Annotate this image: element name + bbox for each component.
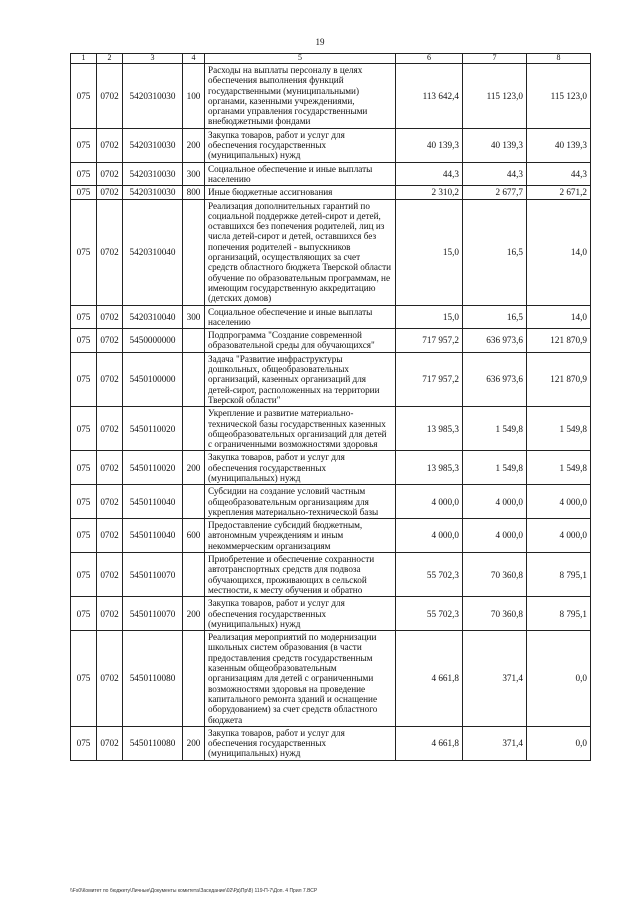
amount-year1-cell: 4 661,8: [396, 631, 463, 727]
column-number-header: 7: [463, 54, 527, 64]
description-cell: Подпрограмма "Создание современной образовательной среды для обучающихся": [205, 329, 396, 353]
amount-year2-cell: 4 000,0: [463, 519, 527, 553]
amount-year1-cell: 15,0: [396, 305, 463, 329]
amount-year2-cell: 16,5: [463, 305, 527, 329]
section-code-cell: 0702: [97, 128, 123, 162]
table-row: [71, 128, 591, 162]
description-cell: Реализация мероприятий по модернизации школьных систем образования (в части предоставления средств государственным казенным общеобразовательным организациям для детей с ограниченными возможностями здоровья на проведение капитального ремонта зданий и оснащение оборудованием) за счет средств областного бюджета: [205, 631, 396, 727]
expense-type-cell: [183, 553, 205, 597]
description-cell: Социальное обеспечение и иные выплаты населению: [205, 305, 396, 329]
target-article-cell: 5450110070: [123, 597, 183, 631]
expense-type-cell: 200: [183, 128, 205, 162]
amount-year3-cell: 1 549,8: [527, 407, 591, 451]
ministry-code-cell: 075: [71, 305, 97, 329]
ministry-code-cell: 075: [71, 631, 97, 727]
section-code-cell: 0702: [97, 726, 123, 760]
ministry-code-cell: 075: [71, 352, 97, 406]
description-cell: Субсидии на создание условий частным общеобразовательным организациям для укрепления материально-технической базы: [205, 485, 396, 519]
table-row: [71, 726, 591, 760]
column-number-header: 5: [205, 54, 396, 64]
amount-year3-cell: 4 000,0: [527, 485, 591, 519]
expense-type-cell: [183, 352, 205, 406]
amount-year2-cell: 4 000,0: [463, 485, 527, 519]
amount-year3-cell: 0,0: [527, 726, 591, 760]
ministry-code-cell: 075: [71, 407, 97, 451]
table-row: [71, 64, 591, 129]
ministry-code-cell: 075: [71, 726, 97, 760]
table-row: [71, 485, 591, 519]
budget-table: [70, 53, 591, 761]
table-body: [71, 64, 591, 761]
amount-year1-cell: 13 985,3: [396, 451, 463, 485]
amount-year1-cell: 40 139,3: [396, 128, 463, 162]
description-cell: Социальное обеспечение и иные выплаты населению: [205, 162, 396, 186]
description-cell: Иные бюджетные ассигнования: [205, 186, 396, 199]
amount-year3-cell: 115 123,0: [527, 64, 591, 129]
expense-type-cell: [183, 407, 205, 451]
ministry-code-cell: 075: [71, 186, 97, 199]
amount-year2-cell: 636 973,6: [463, 329, 527, 353]
amount-year3-cell: 40 139,3: [527, 128, 591, 162]
expense-type-cell: 200: [183, 726, 205, 760]
column-number-header: 1: [71, 54, 97, 64]
amount-year2-cell: 2 677,7: [463, 186, 527, 199]
amount-year3-cell: 8 795,1: [527, 553, 591, 597]
amount-year2-cell: 16,5: [463, 199, 527, 305]
table-row: [71, 199, 591, 305]
amount-year3-cell: 0,0: [527, 631, 591, 727]
target-article-cell: 5450110040: [123, 485, 183, 519]
section-code-cell: 0702: [97, 407, 123, 451]
expense-type-cell: 200: [183, 451, 205, 485]
amount-year3-cell: 14,0: [527, 199, 591, 305]
amount-year3-cell: 121 870,9: [527, 352, 591, 406]
amount-year2-cell: 636 973,6: [463, 352, 527, 406]
expense-type-cell: [183, 199, 205, 305]
section-code-cell: 0702: [97, 451, 123, 485]
amount-year1-cell: 4 000,0: [396, 519, 463, 553]
amount-year2-cell: 371,4: [463, 631, 527, 727]
amount-year2-cell: 1 549,8: [463, 451, 527, 485]
column-number-header: 2: [97, 54, 123, 64]
table-row: [71, 519, 591, 553]
description-cell: Расходы на выплаты персоналу в целях обеспечения выполнения функций государственными (муниципальными) органами, казенными учреждениями, органами управления государственными внебюджетными фондами: [205, 64, 396, 129]
section-code-cell: 0702: [97, 485, 123, 519]
amount-year1-cell: 717 957,2: [396, 329, 463, 353]
ministry-code-cell: 075: [71, 162, 97, 186]
description-cell: Задача "Развитие инфраструктуры дошкольных, общеобразовательных организаций, казенных организаций для детей-сирот, расположенных на территории Тверской области": [205, 352, 396, 406]
table-row: [71, 186, 591, 199]
ministry-code-cell: 075: [71, 128, 97, 162]
ministry-code-cell: 075: [71, 329, 97, 353]
ministry-code-cell: 075: [71, 519, 97, 553]
amount-year1-cell: 15,0: [396, 199, 463, 305]
ministry-code-cell: 075: [71, 64, 97, 129]
amount-year2-cell: 70 360,8: [463, 597, 527, 631]
expense-type-cell: 800: [183, 186, 205, 199]
amount-year1-cell: 55 702,3: [396, 553, 463, 597]
amount-year2-cell: 115 123,0: [463, 64, 527, 129]
expense-type-cell: [183, 631, 205, 727]
section-code-cell: 0702: [97, 64, 123, 129]
amount-year2-cell: 70 360,8: [463, 553, 527, 597]
section-code-cell: 0702: [97, 162, 123, 186]
description-cell: Приобретение и обеспечение сохранности автотранспортных средств для подвоза обучающихся, проживающих в сельской местности, к месту обучения и обратно: [205, 553, 396, 597]
expense-type-cell: 300: [183, 305, 205, 329]
table-row: [71, 305, 591, 329]
target-article-cell: 5450100000: [123, 352, 183, 406]
amount-year3-cell: 4 000,0: [527, 519, 591, 553]
column-number-header: 3: [123, 54, 183, 64]
section-code-cell: 0702: [97, 329, 123, 353]
column-number-row: [71, 54, 591, 64]
column-number-header: 8: [527, 54, 591, 64]
ministry-code-cell: 075: [71, 451, 97, 485]
column-number-header: 6: [396, 54, 463, 64]
target-article-cell: 5420310030: [123, 128, 183, 162]
ministry-code-cell: 075: [71, 199, 97, 305]
description-cell: Закупка товаров, работ и услуг для обеспечения государственных (муниципальных) нужд: [205, 597, 396, 631]
amount-year1-cell: 13 985,3: [396, 407, 463, 451]
amount-year2-cell: 1 549,8: [463, 407, 527, 451]
page-number: 19: [315, 37, 325, 47]
description-cell: Закупка товаров, работ и услуг для обеспечения государственных (муниципальных) нужд: [205, 128, 396, 162]
amount-year1-cell: 4 661,8: [396, 726, 463, 760]
table-row: [71, 597, 591, 631]
amount-year3-cell: 44,3: [527, 162, 591, 186]
section-code-cell: 0702: [97, 305, 123, 329]
expense-type-cell: [183, 485, 205, 519]
ministry-code-cell: 075: [71, 485, 97, 519]
description-cell: Закупка товаров, работ и услуг для обеспечения государственных (муниципальных) нужд: [205, 726, 396, 760]
expense-type-cell: 300: [183, 162, 205, 186]
target-article-cell: 5450110040: [123, 519, 183, 553]
description-cell: Укрепление и развитие материально-технической базы государственных казенных общеобразовательных организаций для детей с ограниченными возможностями здоровья: [205, 407, 396, 451]
amount-year2-cell: 44,3: [463, 162, 527, 186]
column-number-header: 4: [183, 54, 205, 64]
expense-type-cell: 100: [183, 64, 205, 129]
target-article-cell: 5450110080: [123, 726, 183, 760]
expense-type-cell: [183, 329, 205, 353]
target-article-cell: 5420310030: [123, 162, 183, 186]
amount-year3-cell: 1 549,8: [527, 451, 591, 485]
description-cell: Закупка товаров, работ и услуг для обеспечения государственных (муниципальных) нужд: [205, 451, 396, 485]
target-article-cell: 5420310030: [123, 64, 183, 129]
target-article-cell: 5420310040: [123, 305, 183, 329]
target-article-cell: 5420310030: [123, 186, 183, 199]
ministry-code-cell: 075: [71, 597, 97, 631]
target-article-cell: 5450000000: [123, 329, 183, 353]
section-code-cell: 0702: [97, 519, 123, 553]
target-article-cell: 5420310040: [123, 199, 183, 305]
table-row: [71, 631, 591, 727]
table-row: [71, 329, 591, 353]
amount-year1-cell: 4 000,0: [396, 485, 463, 519]
amount-year3-cell: 14,0: [527, 305, 591, 329]
section-code-cell: 0702: [97, 631, 123, 727]
section-code-cell: 0702: [97, 553, 123, 597]
target-article-cell: 5450110070: [123, 553, 183, 597]
ministry-code-cell: 075: [71, 553, 97, 597]
target-article-cell: 5450110080: [123, 631, 183, 727]
section-code-cell: 0702: [97, 352, 123, 406]
amount-year1-cell: 44,3: [396, 162, 463, 186]
amount-year3-cell: 2 671,2: [527, 186, 591, 199]
table-row: [71, 162, 591, 186]
amount-year3-cell: 121 870,9: [527, 329, 591, 353]
amount-year2-cell: 371,4: [463, 726, 527, 760]
amount-year3-cell: 8 795,1: [527, 597, 591, 631]
amount-year1-cell: 2 310,2: [396, 186, 463, 199]
amount-year1-cell: 55 702,3: [396, 597, 463, 631]
amount-year1-cell: 717 957,2: [396, 352, 463, 406]
section-code-cell: 0702: [97, 199, 123, 305]
expense-type-cell: 200: [183, 597, 205, 631]
target-article-cell: 5450110020: [123, 451, 183, 485]
footer-file-path: \\Fs0\Комитет по бюджету\Личные\Документы комитета\Заседание\02\Рд\Пр\8) 119-П-7\Доп. 4 Прил 7.ВСР: [70, 888, 318, 894]
table-row: [71, 407, 591, 451]
amount-year2-cell: 40 139,3: [463, 128, 527, 162]
target-article-cell: 5450110020: [123, 407, 183, 451]
description-cell: Предоставление субсидий бюджетным, автономным учреждениям и иным некоммерческим организациям: [205, 519, 396, 553]
section-code-cell: 0702: [97, 186, 123, 199]
amount-year1-cell: 113 642,4: [396, 64, 463, 129]
table-row: [71, 451, 591, 485]
table-row: [71, 553, 591, 597]
section-code-cell: 0702: [97, 597, 123, 631]
description-cell: Реализация дополнительных гарантий по социальной поддержке детей-сирот и детей, оставшихся без попечения родителей, лиц из числа детей-сирот и детей, оставшихся без попечения родителей - выпускников организаций, осуществляющих за счет средств областного бюджета Тверской области обучение по образовательным программам, не имеющим государственную аккредитацию (детских домов): [205, 199, 396, 305]
table-row: [71, 352, 591, 406]
expense-type-cell: 600: [183, 519, 205, 553]
